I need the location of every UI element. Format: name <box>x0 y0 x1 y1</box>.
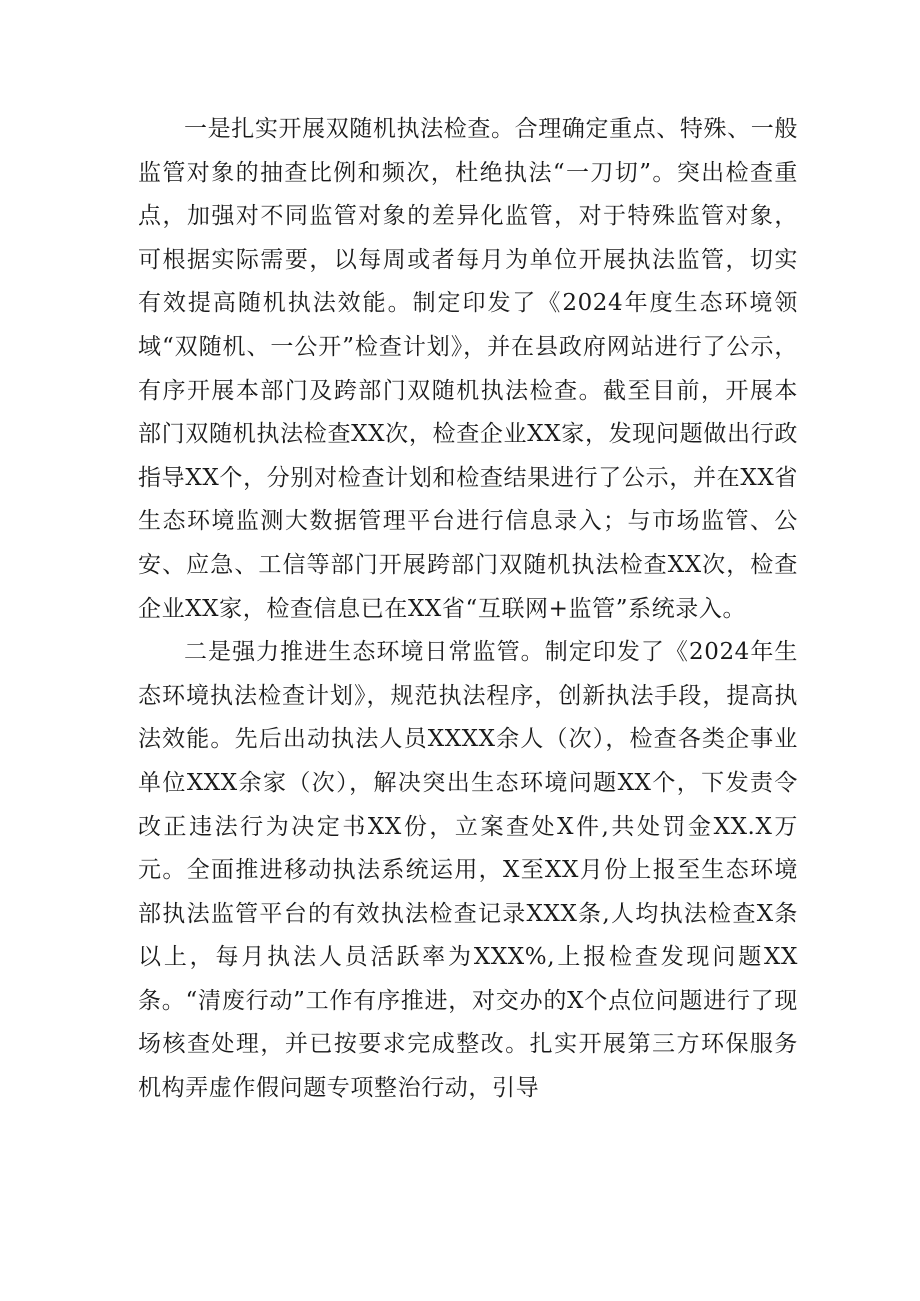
paragraph-daily-supervision: 二是强力推进生态环境日常监管。制定印发了《2024年生态环境执法检查计划》，规范执法程序，创新执法手段，提高执法效能。先后出动执法人员XXXX余人（次），检查各类企事业单位XXX余家（次），解决突出生态环境问题XX个，下发责令改正违法行为决定书XX份，立案查处X件,共处罚金XX.X万元。全面推进移动执法系统运用，X至XX月份上报至生态环境部执法监管平台的有效执法检查记录XXX条,人均执法检查X条以上，每月执法人员活跃率为XXX%,上报检查发现问题XX条。“清废行动”工作有序推进，对交办的X个点位问题进行了现场核查处理，并已按要求完成整改。扎实开展第三方环保服务机构弄虚作假问题专项整治行动，引导 <box>138 639 798 1102</box>
document-body <box>138 108 798 1111</box>
paragraph-random-inspection: 一是扎实开展双随机执法检查。合理确定重点、特殊、一般监管对象的抽查比例和频次，杜绝执法“一刀切”。突出检查重点，加强对不同监管对象的差异化监管，对于特殊监管对象，可根据实际需要，以每周或者每月为单位开展执法监管，切实有效提高随机执法效能。制定印发了《2024年度生态环境领域“双随机、一公开”检查计划》，并在县政府网站进行了公示，有序开展本部门及跨部门双随机执法检查。截至目前，开展本部门双随机执法检查XX次，检查企业XX家，发现问题做出行政指导XX个，分别对检查计划和检查结果进行了公示，并在XX省生态环境监测大数据管理平台进行信息录入；与市场监管、公安、应急、工信等部门开展跨部门双随机执法检查XX次，检查企业XX家，检查信息已在XX省“互联网+监管”系统录入。 <box>138 116 798 622</box>
